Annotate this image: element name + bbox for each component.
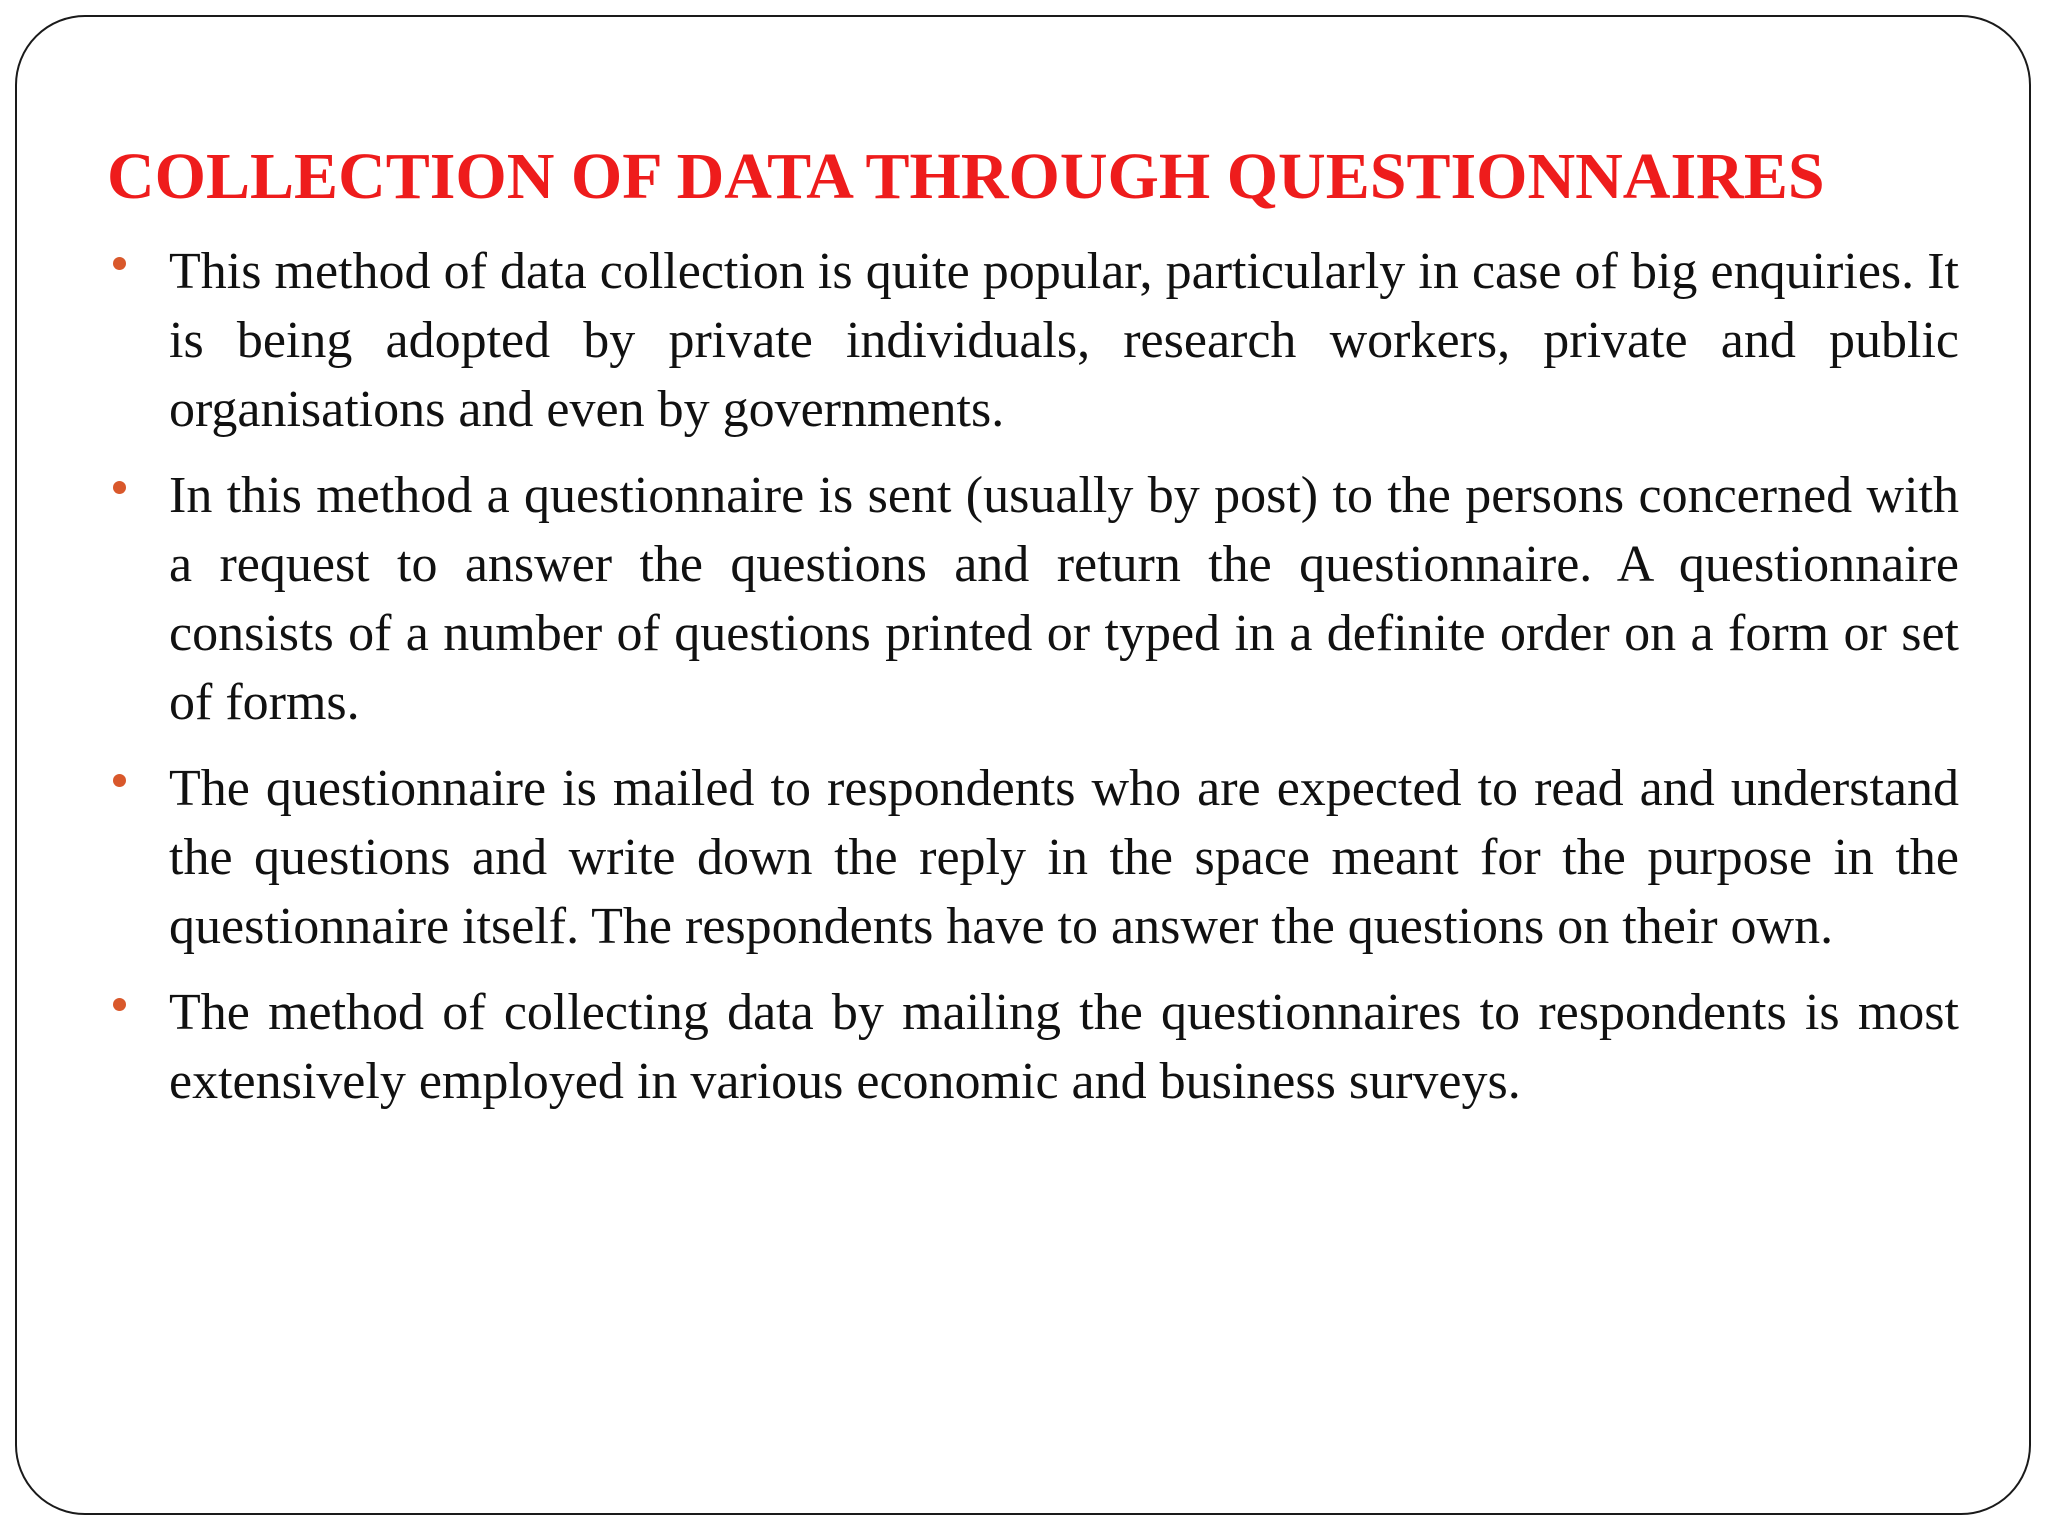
bullet-text: In this method a questionnaire is sent (usually by post) to the persons concerned with a request to answer the questions and return the questionnaire. A questionnaire consists of a number of questions printed or typed in a definite order on a form or set of forms. — [169, 467, 1959, 731]
bullet-dot-icon — [113, 257, 126, 270]
slide-frame — [15, 15, 2031, 1515]
bullet-item — [107, 978, 1959, 1116]
bullet-text: The method of collecting data by mailing the questionnaires to respondents is most extensively employed in various economic and business surveys. — [169, 984, 1959, 1110]
bullet-dot-icon — [113, 998, 126, 1011]
bullet-list — [107, 237, 1959, 1133]
slide-title: COLLECTION OF DATA THROUGH QUESTIONNAIRES — [107, 140, 1825, 213]
bullet-text: This method of data collection is quite popular, particularly in case of big enquiries. It is being adopted by private individuals, research workers, private and public organisations and even by governments. — [169, 243, 1959, 438]
bullet-item — [107, 754, 1959, 961]
bullet-dot-icon — [113, 774, 126, 787]
bullet-text: The questionnaire is mailed to respondents who are expected to read and understand the questions and write down the reply in the space meant for the purpose in the questionnaire itself. The respondents have to answer the questions on their own. — [169, 760, 1959, 955]
bullet-item — [107, 237, 1959, 444]
bullet-item — [107, 461, 1959, 737]
bullet-dot-icon — [113, 481, 126, 494]
